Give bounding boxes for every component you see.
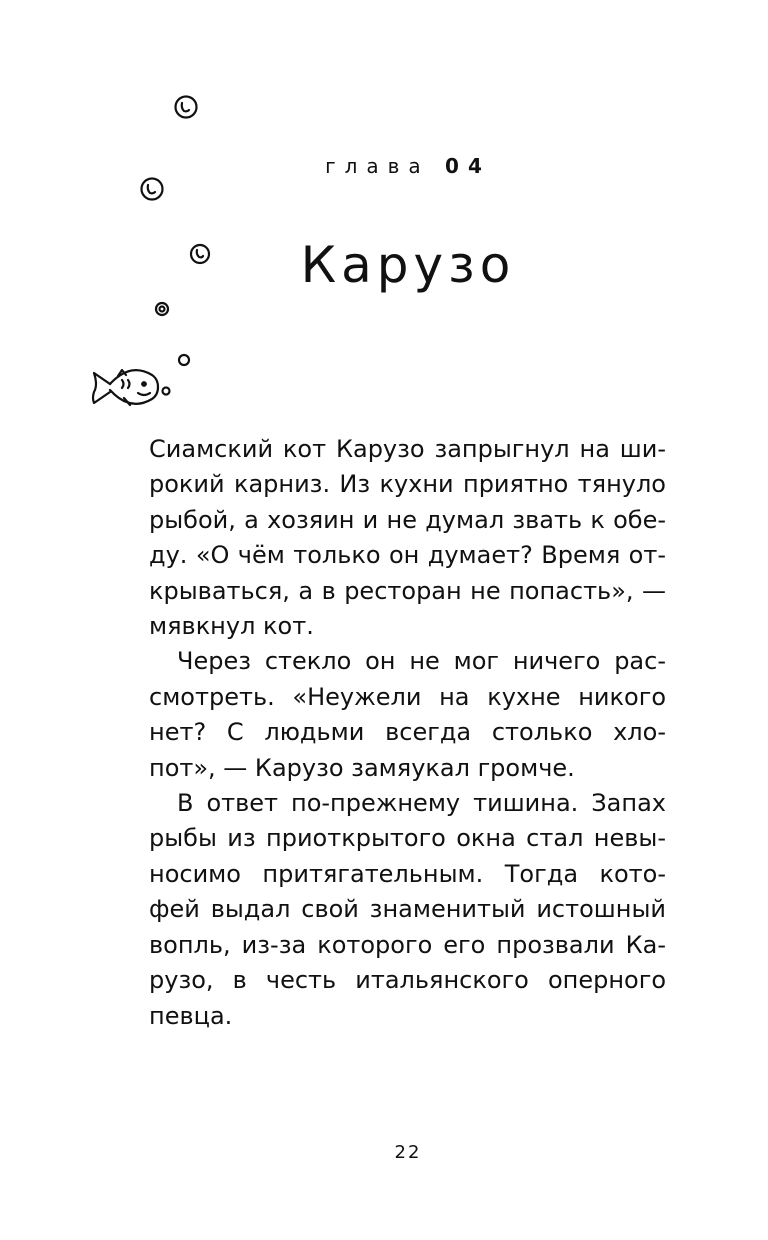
text-line: нет? С людьми всегда столько хло- <box>149 718 666 747</box>
paragraph <box>149 786 666 1034</box>
page-number: 22 <box>394 1142 422 1163</box>
text-line: рыбой, а хозяин и не думал звать к обе- <box>149 505 666 534</box>
text-line: певца. <box>149 1001 233 1030</box>
paragraph <box>149 432 666 644</box>
fish-icon <box>93 370 158 405</box>
text-line: рыбы из приоткрытого окна стал невы- <box>149 824 666 853</box>
chapter-title: Карузо <box>300 236 516 294</box>
text-line: рузо, в честь итальянского оперного <box>149 966 666 995</box>
text-line: смотреть. «Неужели на кухне никого <box>149 682 666 711</box>
text-line: мявкнул кот. <box>149 612 314 641</box>
bubble-icon <box>142 179 163 200</box>
text-line: вопль, из-за которого его прозвали Ка- <box>149 930 666 959</box>
chapter-number: 04 <box>445 154 491 178</box>
text-line: фей выдал свой знаменитый истошный <box>149 895 666 924</box>
text-line: ду. «О чём только он думает? Время от- <box>149 541 666 570</box>
bubble-icon <box>176 97 197 118</box>
chapter-label <box>0 154 768 178</box>
text-line: Через стекло он не мог ничего рас- <box>177 647 666 676</box>
body-text <box>149 432 666 1034</box>
bubble-icon <box>179 355 189 365</box>
bubble-icon <box>163 388 170 395</box>
bubble-icon <box>156 303 168 315</box>
text-line: Сиамский кот Карузо запрыгнул на ши- <box>149 435 666 463</box>
text-line: В ответ по-прежнему тишина. Запах <box>177 789 666 818</box>
paragraph <box>149 644 666 786</box>
text-line: рокий карниз. Из кухни приятно тянуло <box>149 470 666 499</box>
text-line: крываться, а в ресторан не попасть», — <box>149 576 666 605</box>
text-line: пот», — Карузо замяукал громче. <box>149 753 575 782</box>
chapter-word: глава <box>325 154 430 178</box>
text-line: носимо притягательным. Тогда кото- <box>149 859 666 888</box>
